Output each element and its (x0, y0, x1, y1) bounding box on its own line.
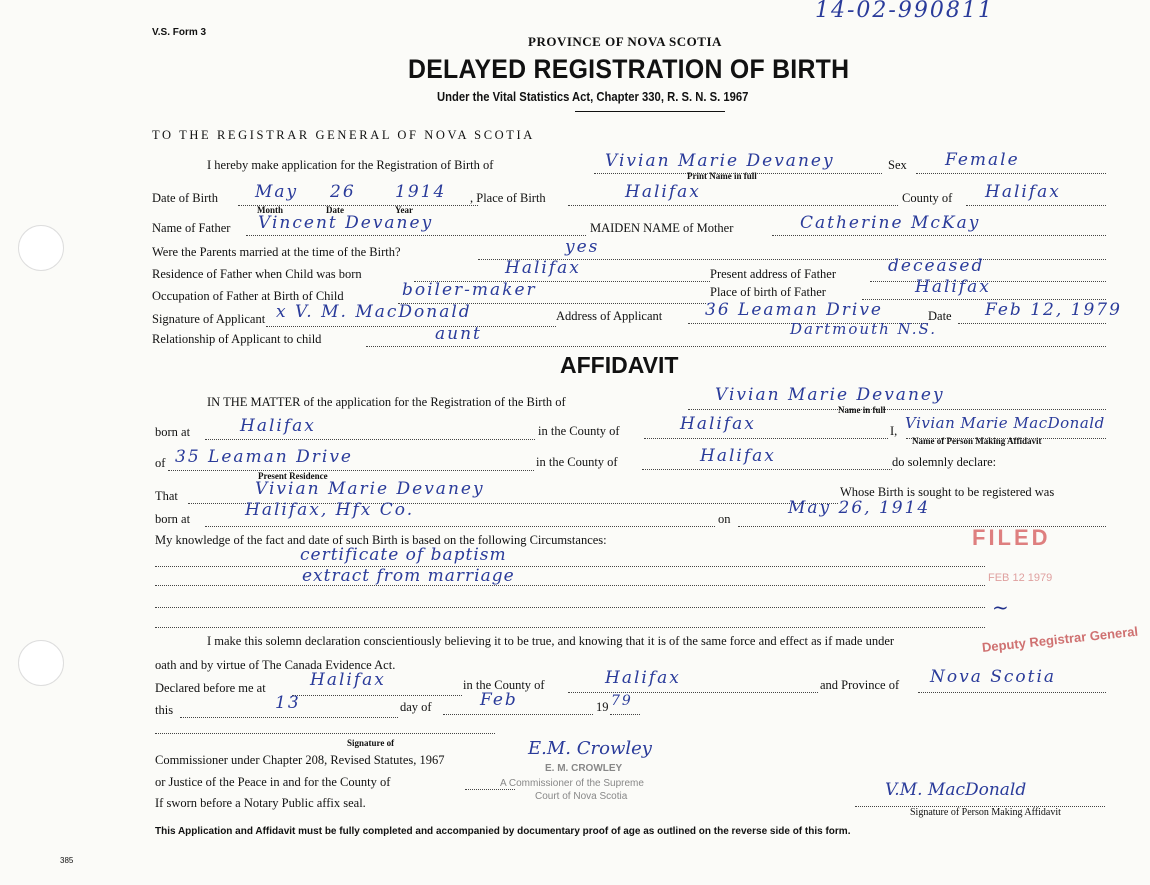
dob-day: 26 (330, 182, 356, 202)
file-number: 14-02-990811 (815, 0, 994, 23)
residence: 35 Leaman Drive (175, 447, 353, 467)
county-label: County of (902, 191, 953, 205)
county-of-label: in the County of (538, 424, 620, 438)
mother-label: MAIDEN NAME of Mother (590, 221, 734, 235)
deponent-name: Vivian Marie MacDonald (905, 414, 1105, 432)
of-label: of (155, 456, 166, 470)
filed-stamp: FILED (972, 525, 1051, 550)
county-of-label-3: in the County of (463, 678, 545, 692)
day-of-label: day of (400, 700, 432, 714)
present-address-label: Present address of Father (710, 267, 837, 281)
signature-of-caption: Signature of (347, 738, 395, 748)
declared-month: Feb (480, 690, 518, 710)
relationship-label: Relationship of Applicant to child (152, 332, 322, 346)
declared-label: Declared before me at (155, 681, 266, 695)
child-name: Vivian Marie Devaney (605, 151, 835, 171)
commissioner-label: Commissioner under Chapter 208, Revised Statutes, 1967 (155, 753, 445, 767)
sex-value: Female (945, 150, 1020, 170)
affidavit-county-2: Halifax (700, 446, 776, 466)
relationship: aunt (435, 324, 482, 344)
father-birthplace-label: Place of birth of Father (710, 285, 826, 299)
deponent-caption: Name of Person Making Affidavit (912, 436, 1042, 446)
justice-label: or Justice of the Peace in and for the County of (155, 775, 391, 789)
affidavit-name: Vivian Marie Devaney (715, 385, 945, 405)
date-label: Date (928, 309, 952, 323)
deputy-registrar-stamp: Deputy Registrar General (981, 623, 1139, 655)
father-birthplace: Halifax (915, 277, 991, 297)
commissioner-stamp-line3: Court of Nova Scotia (535, 791, 628, 802)
year-caption: Year (395, 205, 413, 215)
name-in-full-caption: Name in full (838, 405, 886, 415)
pob-label: , Place of Birth (470, 191, 546, 205)
applicant-signature: x V. M. MacDonald (276, 302, 472, 322)
form-number: V.S. Form 3 (152, 27, 207, 38)
mother-name: Catherine McKay (800, 213, 981, 233)
addressee: TO THE REGISTRAR GENERAL OF NOVA SCOTIA (152, 128, 535, 142)
application-date: Feb 12, 1979 (985, 300, 1122, 320)
that-label: That (155, 489, 178, 503)
affidavit-county: Halifax (680, 414, 756, 434)
married-label: Were the Parents married at the time of the Birth? (152, 245, 401, 259)
born-at-label-2: born at (155, 512, 191, 526)
sex-label: Sex (888, 158, 907, 172)
solemn-text: I make this solemn declaration conscientiously believing it to be true, and knowing that it is of the same force and effect as if made under (207, 634, 895, 648)
applicant-address-city: Dartmouth N.S. (790, 320, 937, 338)
deponent-signature: V.M. MacDonald (885, 780, 1027, 800)
declared-year: 79 (611, 693, 633, 709)
commissioner-stamp-line2: A Commissioner of the Supreme (500, 778, 644, 789)
signature-label: Signature of Applicant (152, 312, 266, 326)
commissioner-signature: E.M. Crowley (528, 738, 652, 759)
title-rule (575, 111, 725, 112)
declared-province: Nova Scotia (930, 667, 1057, 687)
deponent-signature-caption: Signature of Person Making Affidavit (910, 807, 1061, 818)
whose-label: Whose Birth is sought to be registered was (840, 485, 1055, 499)
footer-note: This Application and Affidavit must be fully completed and accompanied by documentary proof of age as outlined on the reverse side of this form. (155, 826, 851, 837)
matter-label: IN THE MATTER of the application for the Registration of the Birth of (207, 395, 566, 409)
form-subtitle: Under the Vital Statistics Act, Chapter 330, R. S. N. S. 1967 (437, 90, 749, 104)
circumstance-1: certificate of baptism (300, 545, 507, 565)
married-value: yes (565, 237, 600, 257)
form-title: DELAYED REGISTRATION OF BIRTH (408, 54, 850, 84)
registrar-signature: ~ (992, 595, 1009, 619)
that-name: Vivian Marie Devaney (255, 479, 485, 499)
declared-at: Halifax (310, 670, 386, 690)
punch-hole-top (18, 225, 64, 271)
punch-hole-bottom (18, 640, 64, 686)
residence-father: Halifax (505, 258, 581, 278)
born-on: May 26, 1914 (788, 498, 931, 518)
filed-stamp-date: FEB 12 1979 (988, 572, 1053, 584)
month-caption: Month (257, 205, 284, 215)
year-prefix: 19 (596, 700, 609, 714)
applicant-address: 36 Leaman Drive (705, 300, 883, 320)
intro-label: I hereby make application for the Registration of Birth of (207, 158, 494, 172)
declare-label: do solemnly declare: (892, 455, 997, 469)
circumstance-2: extract from marriage (302, 566, 515, 586)
born-at: Halifax (240, 416, 316, 436)
residence-father-label: Residence of Father when Child was born (152, 267, 362, 281)
affidavit-heading: AFFIDAVIT (560, 352, 679, 378)
declared-county: Halifax (605, 668, 681, 688)
this-label: this (155, 703, 174, 717)
name-caption: Print Name in full (687, 171, 757, 181)
province-label: and Province of (820, 678, 900, 692)
born-at-label: born at (155, 425, 191, 439)
born-at-2: Halifax, Hfx Co. (245, 500, 415, 520)
commissioner-stamp-name: E. M. CROWLEY (545, 763, 623, 774)
father-name: Vincent Devaney (258, 213, 434, 233)
oath-text: oath and by virtue of The Canada Evidence Act. (155, 658, 396, 672)
dob-year: 1914 (395, 182, 447, 202)
present-address: deceased (888, 256, 985, 276)
province-heading: PROVINCE OF NOVA SCOTIA (528, 34, 722, 49)
county-value: Halifax (985, 182, 1061, 202)
on-label: on (718, 512, 731, 526)
print-code: 385 (60, 856, 74, 865)
dob-label: Date of Birth (152, 191, 218, 205)
notary-label: If sworn before a Notary Public affix seal. (155, 796, 366, 810)
county-of-label-2: in the County of (536, 455, 618, 469)
this-day: 13 (275, 693, 301, 713)
occupation: boiler-maker (402, 280, 537, 300)
residence-caption: Present Residence (258, 471, 328, 481)
occupation-label: Occupation of Father at Birth of Child (152, 289, 344, 303)
pob-value: Halifax (625, 182, 701, 202)
dob-month: May (255, 182, 299, 202)
knowledge-label: My knowledge of the fact and date of such Birth is based on the following Circumstances: (155, 533, 607, 547)
date-caption: Date (326, 205, 344, 215)
address-label: Address of Applicant (556, 309, 663, 323)
father-label: Name of Father (152, 221, 231, 235)
i-label: I, (890, 424, 898, 438)
